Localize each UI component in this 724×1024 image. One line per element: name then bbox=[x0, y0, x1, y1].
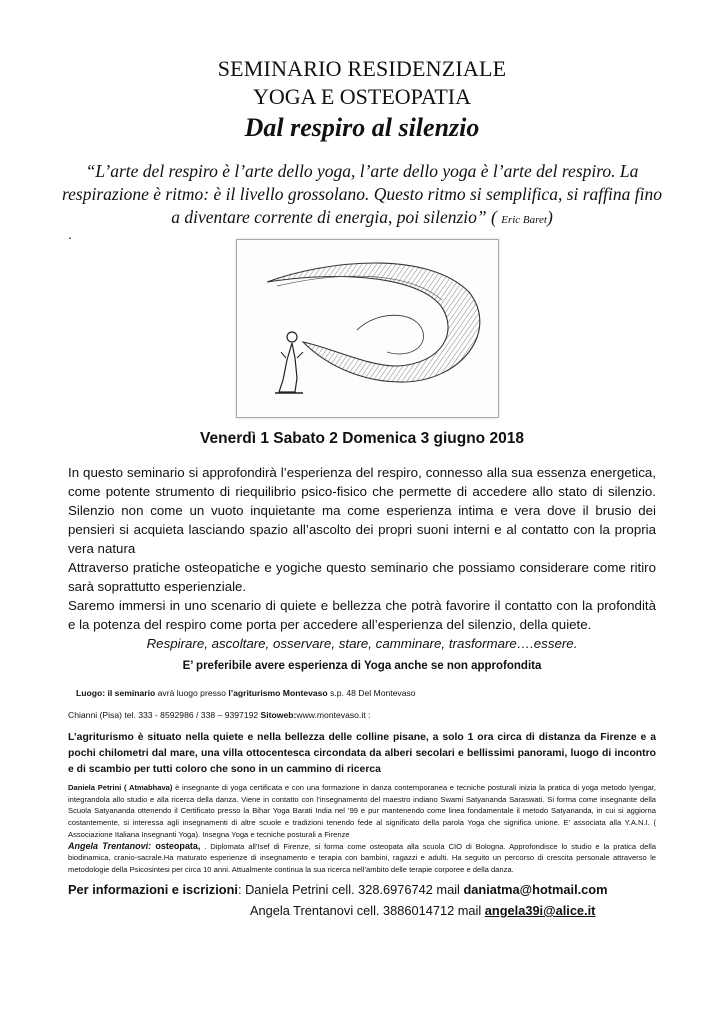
bios bbox=[68, 782, 656, 876]
location-road: s.p. 48 Del Montevaso bbox=[327, 688, 416, 698]
stray-dot: . bbox=[68, 226, 72, 242]
location-label: Luogo: il seminario bbox=[76, 688, 156, 698]
bio-angela-name: Angela Trentanovi: bbox=[68, 840, 152, 851]
bio-angela-text: . Diplomata all’Isef di Firenze, si forma come osteopata alla scuola CIO di Bologna. Approfondisce lo studio e la pratica della biodinamica, cranio-sacrale.Ha maturato esperienze di insegnamento e terapia con bambini, ragazzi e adulti. Ha seguito un percorso di crescita personale attraverso le metodologie della Psicosintesi per circa 10 anni. Attualmente continua la sua ricerca nell’ambito delle terapie corporee e della danza. bbox=[68, 841, 656, 874]
agriturismo-description: L’agriturismo è situato nella quiete e nella bellezza delle colline pisane, a solo 1 ora circa di distanza da Firenze e a pochi chilometri dal mare, una villa ottocentesca circondata da alberi secolari e bellissimi panorami, luogo di incontro e di scambio per tutti coloro che sono in un cammino di ricerca bbox=[68, 732, 656, 775]
location-place: l’agriturismo Montevaso bbox=[228, 688, 328, 698]
breath-drawing-svg bbox=[237, 240, 498, 417]
website-link[interactable]: www.montevaso.it : bbox=[296, 710, 371, 720]
quote-text: “L’arte del respiro è l’arte dello yoga, l’arte dello yoga è l’arte del respiro. La respirazione è ritmo: è il livello grossolano. Questo ritmo si semplifica, si raffina fino a diventare corrente di energia, poi silenzio” ( bbox=[61, 161, 662, 227]
description-motto: Respirare, ascoltare, osservare, stare, camminare, trasformare….essere. bbox=[146, 636, 578, 651]
bio-angela-role: osteopata, bbox=[151, 840, 201, 851]
quote-block bbox=[60, 160, 664, 232]
bio-daniela-text: è insegnante di yoga certificata e con una formazione in danza contemporanea e tecniche posturali inizia la pratica di yoga metodo Iyengar, integrandola allo studio e alla ricerca della danza. Viene in contatto con l’insegnamento del maestro indiano Swami Satyananda Saraswati. Si forma come insegnante della Scuola Satyananda ottenendo il Certificato presso la Bihar Yoga Barati India nel ’99 e pur mantenendo come linea fondamentale il metodo Satyananda, in cui si aggiorna costantemente, si interessa agli insegnamenti di altre scuole e tradizioni tenendo fede al significato della parola Yoga che significa unione. E’ associata alla Y.A.N.I. ( Associazione Italiana Insegnanti Yoga). Insegna Yoga e tecniche posturali a Firenze bbox=[68, 783, 656, 839]
location-line bbox=[76, 688, 416, 698]
title-line-2: YOGA E OSTEOPATIA bbox=[253, 84, 471, 109]
description bbox=[68, 463, 656, 653]
contact-location bbox=[68, 710, 370, 720]
location-mid: avrà luogo presso bbox=[155, 688, 229, 698]
location-phone: Chianni (Pisa) tel. 333 - 8592986 / 338 – 9397192 bbox=[68, 710, 261, 720]
description-p2: Attraverso pratiche osteopatiche e yogiche questo seminario che possiamo considerare come ritiro sarà soprattutto esperienziale. bbox=[68, 560, 656, 594]
quote-author: Eric Baret bbox=[501, 214, 547, 226]
contact-line-2 bbox=[250, 903, 595, 918]
breath-drawing bbox=[236, 239, 499, 418]
description-p3: Saremo immersi in uno scenario di quiete e bellezza che potrà favorire il contatto con la profondità e la potenza del respiro come porta per accedere all’esperienza del silenzio, della quiete. bbox=[68, 598, 656, 632]
subtitle: Dal respiro al silenzio bbox=[244, 113, 480, 142]
email-angela[interactable]: angela39i@alice.it bbox=[484, 903, 596, 918]
contact-label: Per informazioni e iscrizioni bbox=[68, 882, 238, 897]
bio-angela bbox=[68, 841, 656, 876]
bio-daniela bbox=[68, 782, 656, 841]
contact-line-1 bbox=[68, 882, 608, 897]
description-p1: In questo seminario si approfondirà l’esperienza del respiro, connesso alla sua essenza energetica, come potente strumento di riequilibrio psico-fisico che permette di accedere allo stato di silenzio. Silenzio non come un vuoto inquietante ma come esperienza intima e vera dove il brusio dei pensieri si acquieta lasciando spazio all’ascolto dei propri suoni interni e al contatto con la propria vera natura bbox=[68, 465, 656, 556]
contact-daniela: : Daniela Petrini cell. 328.6976742 mail bbox=[237, 882, 464, 897]
event-dates: Venerdì 1 Sabato 2 Domenica 3 giugno 2018 bbox=[200, 430, 524, 447]
contact-angela: Angela Trentanovi cell. 3886014712 mail bbox=[250, 903, 485, 918]
requirement-note: E’ preferibile avere esperienza di Yoga anche se non approfondita bbox=[182, 660, 542, 672]
bio-daniela-name: Daniela Petrini ( Atmabhava) bbox=[68, 783, 173, 792]
quote-close: ) bbox=[546, 207, 553, 227]
email-daniela[interactable]: daniatma@hotmail.com bbox=[463, 882, 608, 897]
website-label: Sitoweb: bbox=[260, 710, 297, 720]
title-line-1: SEMINARIO RESIDENZIALE bbox=[217, 56, 507, 81]
